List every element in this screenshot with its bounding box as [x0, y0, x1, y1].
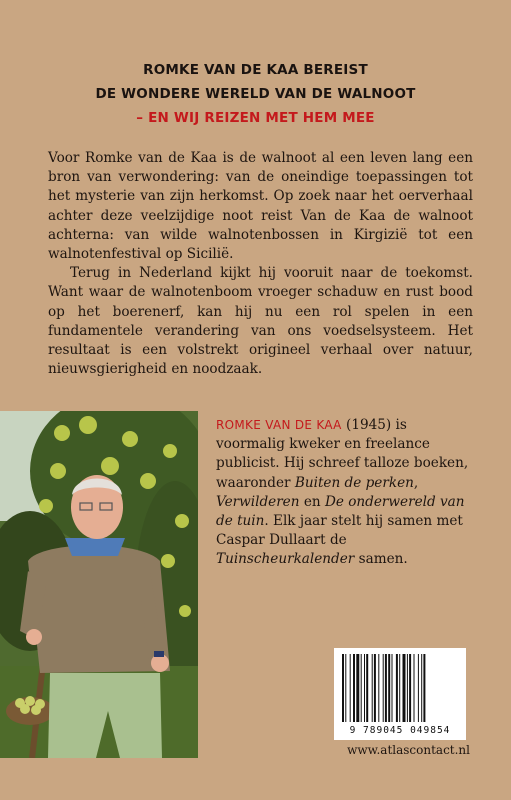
barcode-bar: [342, 654, 344, 722]
book-blurb: [48, 149, 473, 379]
author-bio: [216, 416, 476, 570]
bio-separator: ,: [413, 474, 419, 491]
bio-text-3: samen.: [354, 551, 408, 568]
barcode: [334, 648, 466, 740]
author-name: ROMKE VAN DE KAA: [216, 418, 342, 432]
barcode-bar: [356, 654, 359, 722]
headline-line-2: DE WONDERE WERELD VAN DE WALNOOT: [95, 86, 416, 102]
book-title-3: De onderwereld van de tuin: [216, 493, 465, 530]
isbn-number: 9 789045 049854: [349, 725, 451, 736]
barcode-bar: [372, 654, 373, 722]
book-title-4: Tuinscheurkalender: [216, 551, 355, 568]
barcode-bar: [418, 654, 419, 722]
barcode-bar: [388, 654, 390, 722]
barcode-bar: [392, 654, 393, 722]
barcode-bar: [374, 654, 376, 722]
barcode-bar: [423, 654, 425, 722]
headline: [0, 58, 511, 130]
author-photo: [0, 411, 198, 758]
barcode-bar: [364, 654, 365, 722]
barcode-bar: [421, 654, 422, 722]
barcode-bar: [353, 654, 355, 722]
blurb-paragraph-1: Voor Romke van de Kaa is de walnoot al een leven lang een bron van verwondering: van de oneindige toepassingen tot het mysterie van zijn herkomst. Op zoek naar het oerverhaal achter deze veelzijdige noot reist Van de Kaa de walnoot achterna: van wilde walnotenbossen in Kirgizië tot een walnotenfestival op Sicilië.: [48, 150, 473, 263]
bio-text-1: (1945) is voormalig kweker en freelance publicist. Hij schreef talloze boeken, waaronder: [216, 417, 469, 491]
headline-line-3: – EN WIJ REIZEN MET HEM MEE: [136, 110, 375, 126]
barcode-bar: [361, 654, 362, 722]
barcode-bar: [407, 654, 408, 722]
barcode-bars: [334, 648, 466, 728]
barcode-bar: [414, 654, 415, 722]
blurb-paragraph-2: Terug in Nederland kijkt hij vooruit naar de toekomst. Want waar de walnotenboom vroeger schaduw en rust bood op het boerenerf, kan hij nu een rol spelen in een fundamentele verandering van ons voedselsysteem. Het resultaat is een volstrekt origineel verhaal over natuur, nieuwsgierigheid en noodzaak.: [48, 265, 473, 378]
bio-text-2: . Elk jaar stelt hij samen met Caspar Dullaart de: [216, 513, 463, 549]
publisher-url: www.atlascontact.nl: [347, 743, 470, 757]
barcode-bar: [409, 654, 411, 722]
barcode-bar: [399, 654, 400, 722]
book-title-1: Buiten de perken: [294, 474, 414, 491]
barcode-bar: [366, 654, 368, 722]
barcode-bar: [385, 654, 387, 722]
headline-line-1: ROMKE VAN DE KAA BEREIST: [143, 62, 368, 78]
barcode-bar: [403, 654, 406, 722]
book-title-2: Verwilderen: [216, 493, 300, 510]
barcode-bar: [345, 654, 346, 722]
bio-separator: en: [299, 493, 325, 510]
barcode-bar: [396, 654, 398, 722]
barcode-bar: [383, 654, 384, 722]
barcode-bar: [350, 654, 351, 722]
barcode-bar: [378, 654, 379, 722]
